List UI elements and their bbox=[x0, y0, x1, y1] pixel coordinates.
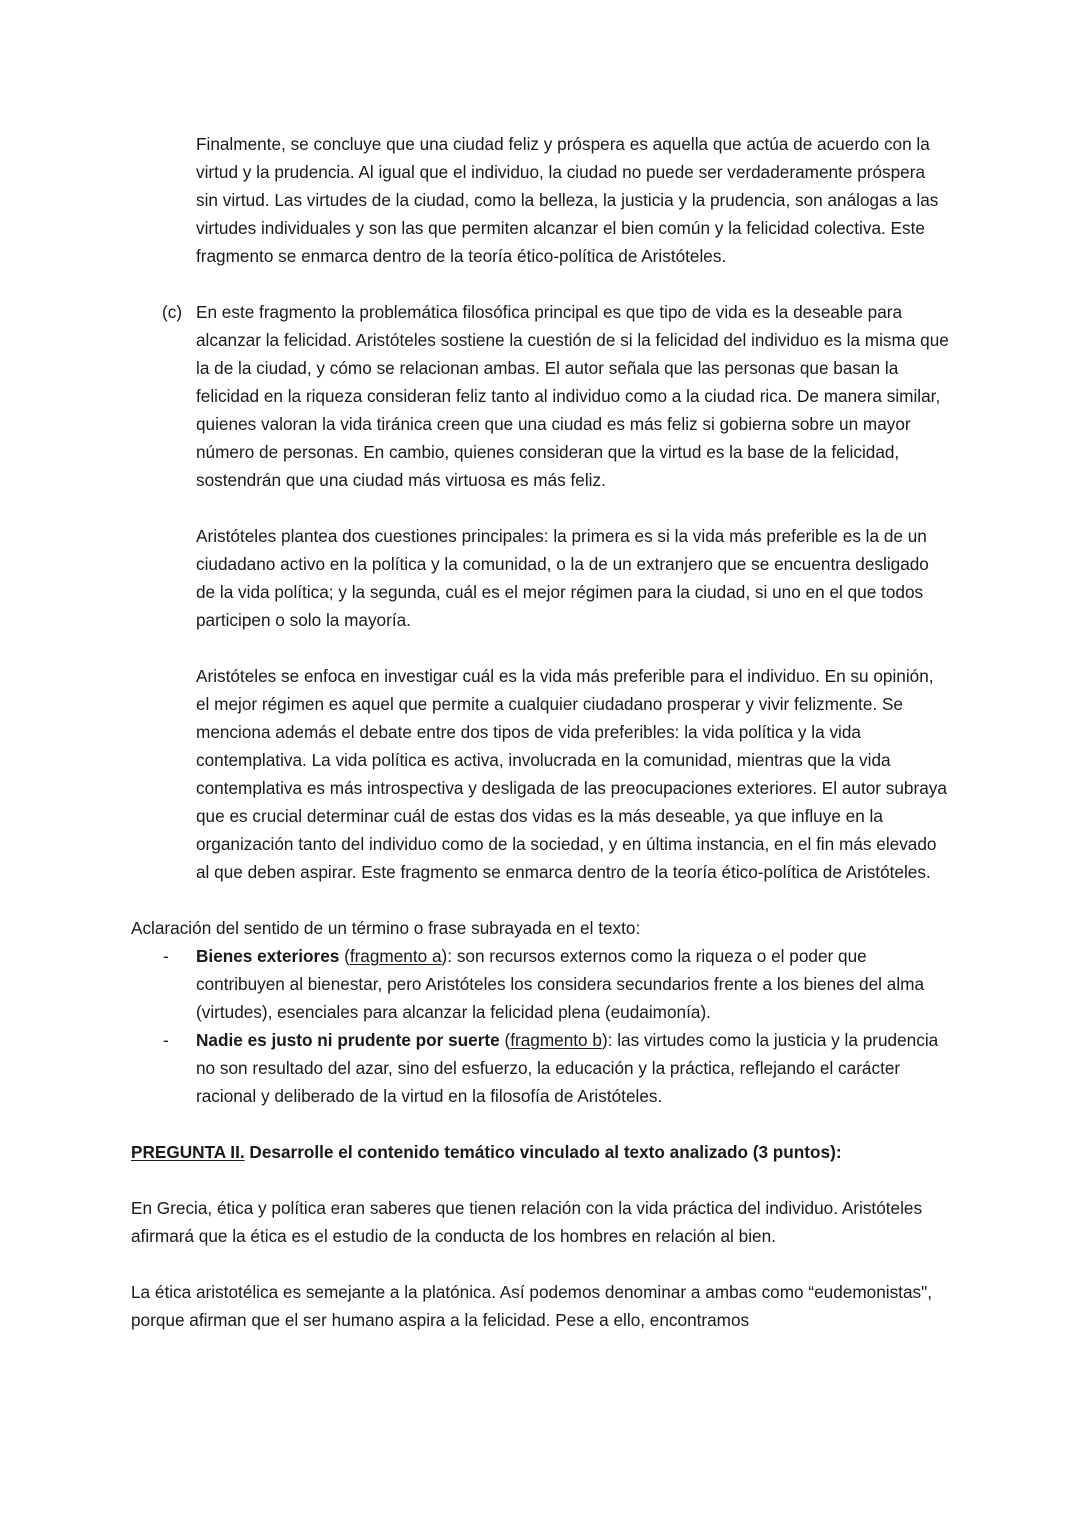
ref-open: ( bbox=[339, 946, 350, 966]
ref-close: ): bbox=[601, 1030, 613, 1050]
section-c bbox=[162, 298, 951, 886]
question-title: Desarrolle el contenido temático vinculado al texto analizado (3 puntos): bbox=[244, 1142, 842, 1162]
fragment-reference: fragmento a bbox=[349, 946, 442, 966]
section-c-paragraph-2: Aristóteles plantea dos cuestiones principales: la primera es si la vida más preferible es la de un ciudadano activo en la política y la comunidad, o la de un extranjero que se encuentra desligado de la vida política; y la segunda, cuál es el mejor régimen para la ciudad, si uno en el que todos participen o solo la mayoría. bbox=[196, 526, 929, 630]
clarification-term: Bienes exteriores bbox=[196, 946, 340, 966]
development-paragraph-2: La ética aristotélica es semejante a la platónica. Así podemos denominar a ambas como “eudemonistas", porque afirman que el ser humano aspira a la felicidad. Pese a ello, encontramos bbox=[131, 1282, 932, 1330]
question-heading bbox=[131, 1138, 951, 1166]
question-label: PREGUNTA II. bbox=[131, 1142, 245, 1162]
section-c-paragraph-3: Aristóteles se enfoca en investigar cuál es la vida más preferible para el individuo. En su opinión, el mejor régimen es aquel que permite a cualquier ciudadano prosperar y vivir felizmente. Se menciona además el debate entre dos tipos de vida preferibles: la vida política y la vida contemplativa. La vida política es activa, involucrada en la comunidad, mientras que la vida contemplativa es más introspectiva y desligada de las preocupaciones exteriores. El autor subraya que es crucial determinar cuál de estas dos vidas es la más deseable, ya que influye en la organización tanto del individuo como de la sociedad, y en última instancia, en el fin más elevado al que deben aspirar. Este fragmento se enmarca dentro de la teoría ético-política de Aristóteles. bbox=[196, 666, 947, 882]
ref-close: ): bbox=[441, 946, 453, 966]
ref-open: ( bbox=[499, 1030, 511, 1050]
bullet-dash: - bbox=[163, 1030, 169, 1050]
section-b-conclusion-paragraph: Finalmente, se concluye que una ciudad feliz y próspera es aquella que actúa de acuerdo con la virtud y la prudencia. Al igual que el individuo, la ciudad no puede ser verdaderamente próspera sin virtud. Las virtudes de la ciudad, como la belleza, la justicia y la prudencia, son análogas a las virtudes individuales y son las que permiten alcanzar el bien común y la felicidad colectiva. Este fragmento se enmarca dentro de la teoría ético-política de Aristóteles. bbox=[196, 134, 939, 266]
clarification-text: son recursos externos como la riqueza o el poder que contribuyen al bienestar, pero Aristóteles los considera secundarios frente a los bienes del alma (virtudes), esenciales para alcanzar la felicidad plena (eudaimonía). bbox=[196, 946, 925, 1022]
clarification-list bbox=[131, 942, 951, 1110]
bullet-dash: - bbox=[163, 946, 169, 966]
section-c-paragraph-1: En este fragmento la problemática filosófica principal es que tipo de vida es la deseable para alcanzar la felicidad. Aristóteles sostiene la cuestión de si la felicidad del individuo es la misma que la de la ciudad, y cómo se relacionan ambas. El autor señala que las personas que basan la felicidad en la riqueza consideran feliz tanto al individuo como a la ciudad rica. De manera similar, quienes valoran la vida tiránica creen que una ciudad es más feliz si gobierna sobre un mayor número de personas. En cambio, quienes consideran que la virtud es la base de la felicidad, sostendrán que una ciudad más virtuosa es más feliz. bbox=[196, 302, 949, 490]
clarification-text: las virtudes como la justicia y la prudencia no son resultado del azar, sino del esfuerzo, la educación y la práctica, reflejando el carácter racional y deliberado de la virtud en la filosofía de Aristóteles. bbox=[196, 1030, 939, 1106]
clarification-item bbox=[163, 942, 951, 1026]
section-c-label: (c) bbox=[162, 302, 183, 322]
fragment-reference: fragmento b bbox=[510, 1030, 602, 1050]
clarification-heading: Aclaración del sentido de un término o frase subrayada en el texto: bbox=[131, 918, 641, 938]
page-content bbox=[131, 130, 951, 1334]
clarification-item bbox=[163, 1026, 951, 1110]
development-paragraph-1: En Grecia, ética y política eran saberes que tienen relación con la vida práctica del individuo. Aristóteles afirmará que la ética es el estudio de la conducta de los hombres en relación al bien. bbox=[131, 1198, 923, 1246]
clarification-term: Nadie es justo ni prudente por suerte bbox=[196, 1030, 500, 1050]
